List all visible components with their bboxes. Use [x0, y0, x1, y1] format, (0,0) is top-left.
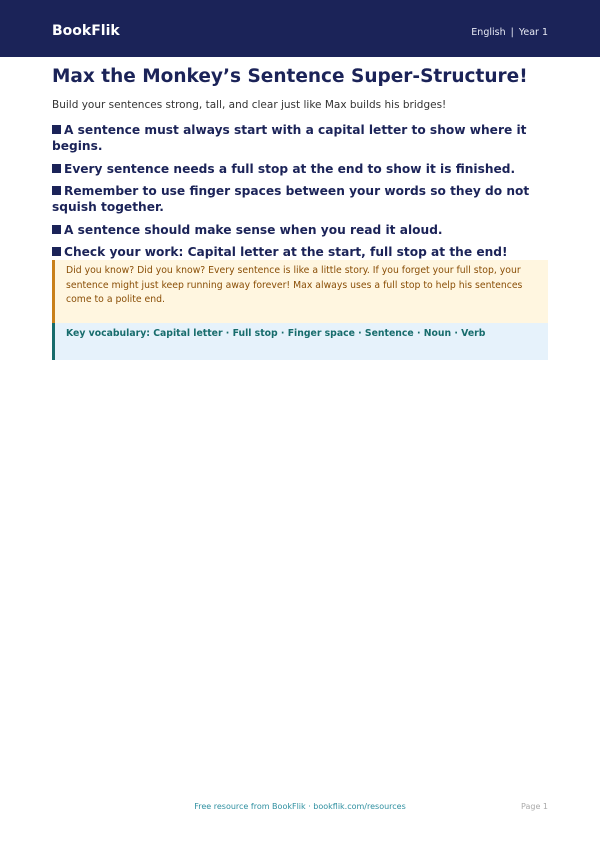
square-bullet-icon [52, 164, 61, 173]
square-bullet-icon [52, 225, 61, 234]
square-bullet-icon [52, 247, 61, 256]
key-point [52, 222, 552, 238]
key-point [52, 244, 552, 260]
key-point-text: Check your work: Capital letter at the start, full stop at the end! [64, 245, 508, 259]
key-point-text: A sentence should make sense when you read it aloud. [64, 222, 443, 237]
key-point [52, 161, 552, 177]
key-vocabulary-box [52, 323, 548, 360]
subject-meta [471, 27, 548, 38]
page-header [0, 0, 600, 57]
square-bullet-icon [52, 125, 61, 134]
meta-separator: | [510, 27, 514, 38]
key-point [52, 122, 552, 154]
intro-text: Build your sentences strong, tall, and clear just like Max builds his bridges! [52, 99, 447, 111]
year-label: Year 1 [518, 27, 548, 38]
footer-credit-link[interactable]: Free resource from BookFlik · bookflik.com/resources [194, 802, 406, 811]
subject-label: English [471, 27, 506, 38]
key-point-text: Every sentence needs a full stop at the end to show it is finished. [64, 161, 516, 176]
did-you-know-box [52, 260, 548, 323]
key-points-list [52, 122, 552, 267]
key-point-text: Remember to use finger spaces between your words so they do not squish together. [52, 184, 530, 214]
square-bullet-icon [52, 186, 61, 195]
page-title: Max the Monkey’s Sentence Super-Structure! [52, 66, 528, 87]
key-point-text: A sentence must always start with a capital letter to show where it begins. [52, 123, 527, 153]
key-point [52, 183, 552, 215]
did-you-know-text: Did you know? Did you know? Every sentence is like a little story. If you forget your full stop, your sentence might just keep running away forever! Max always uses a full stop to help his sentences come to a polite end. [66, 265, 523, 306]
page-number: Page 1 [521, 802, 548, 811]
brand-logo: BookFlik [52, 23, 120, 39]
key-vocabulary-text: Key vocabulary: Capital letter · Full stop · Finger space · Sentence · Noun · Verb [66, 328, 486, 339]
